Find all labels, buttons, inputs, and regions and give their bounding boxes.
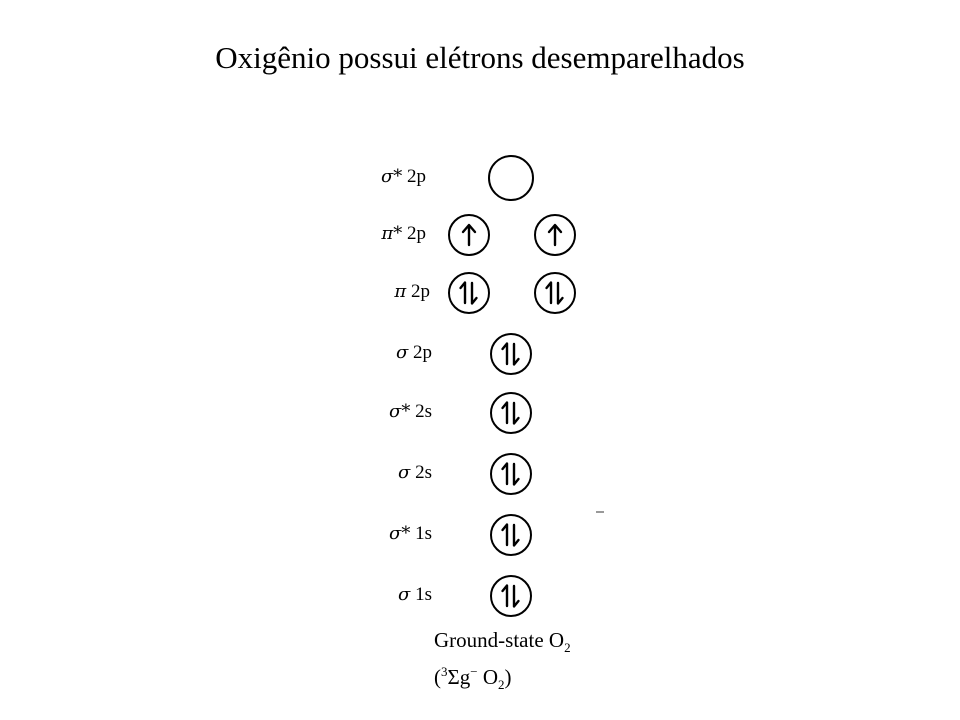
- orbital-subshell: 2s: [410, 462, 432, 483]
- orbital-subshell: 2p: [406, 281, 430, 302]
- spin-down-arrow: [514, 344, 519, 365]
- spin-down-arrow: [514, 464, 519, 485]
- orbital-subshell: 2p: [408, 342, 432, 363]
- orbital-circle: [488, 155, 534, 201]
- orbital-circle: [448, 272, 490, 314]
- orbital-symbol: σ: [398, 584, 411, 605]
- orbital-label: [389, 523, 432, 545]
- spin-down-arrow: [558, 283, 563, 304]
- orbital-circle: [490, 453, 532, 495]
- spin-up-arrow: [503, 525, 508, 546]
- scan-artifact-dash: [596, 511, 604, 513]
- orbital-symbol: σ: [398, 462, 411, 483]
- orbital-circle: [448, 214, 490, 256]
- orbital-symbol: π*: [381, 223, 403, 244]
- orbital-circle: [534, 272, 576, 314]
- orbital-symbol: π: [394, 281, 407, 302]
- orbital-subshell: 1s: [410, 584, 432, 605]
- orbital-label: [398, 462, 432, 484]
- slide-title: Oxigênio possui elétrons desemparelhados: [215, 40, 745, 75]
- orbital-symbol: σ*: [389, 523, 411, 544]
- orbital-circle: [490, 392, 532, 434]
- orbital-symbol: σ*: [380, 166, 403, 187]
- orbital-subshell: 2p: [402, 166, 426, 187]
- orbital-subshell: 2p: [402, 223, 426, 244]
- spin-up-arrow: [503, 464, 508, 485]
- orbital-label: [389, 401, 432, 423]
- orbital-circle: [490, 514, 532, 556]
- orbital-symbol: σ*: [389, 401, 411, 422]
- orbital-circle: [490, 333, 532, 375]
- orbital-label: [396, 342, 432, 364]
- diagram-caption: [434, 628, 571, 697]
- spin-up-arrow: [463, 225, 475, 245]
- spin-down-arrow: [472, 283, 477, 304]
- spin-up-arrow: [461, 283, 466, 304]
- spin-up-arrow: [503, 403, 508, 424]
- orbital-label: [381, 166, 426, 188]
- orbital-circle: [490, 575, 532, 617]
- orbital-subshell: 1s: [410, 523, 432, 544]
- caption-line-2: ($^3$Σg− $O_2$): [434, 664, 512, 693]
- orbital-label: [381, 223, 426, 245]
- orbital-symbol: σ: [395, 342, 409, 363]
- spin-up-arrow: [549, 225, 561, 245]
- spin-up-arrow: [503, 344, 508, 365]
- caption-line-1: Ground-state $O_2$: [434, 628, 571, 656]
- orbital-label: [398, 584, 432, 606]
- orbital-subshell: 2s: [410, 401, 432, 422]
- spin-down-arrow: [514, 525, 519, 546]
- spin-up-arrow: [547, 283, 552, 304]
- spin-down-arrow: [514, 403, 519, 424]
- orbital-circle: [534, 214, 576, 256]
- orbital-label: [394, 281, 430, 303]
- spin-up-arrow: [503, 586, 508, 607]
- spin-down-arrow: [514, 586, 519, 607]
